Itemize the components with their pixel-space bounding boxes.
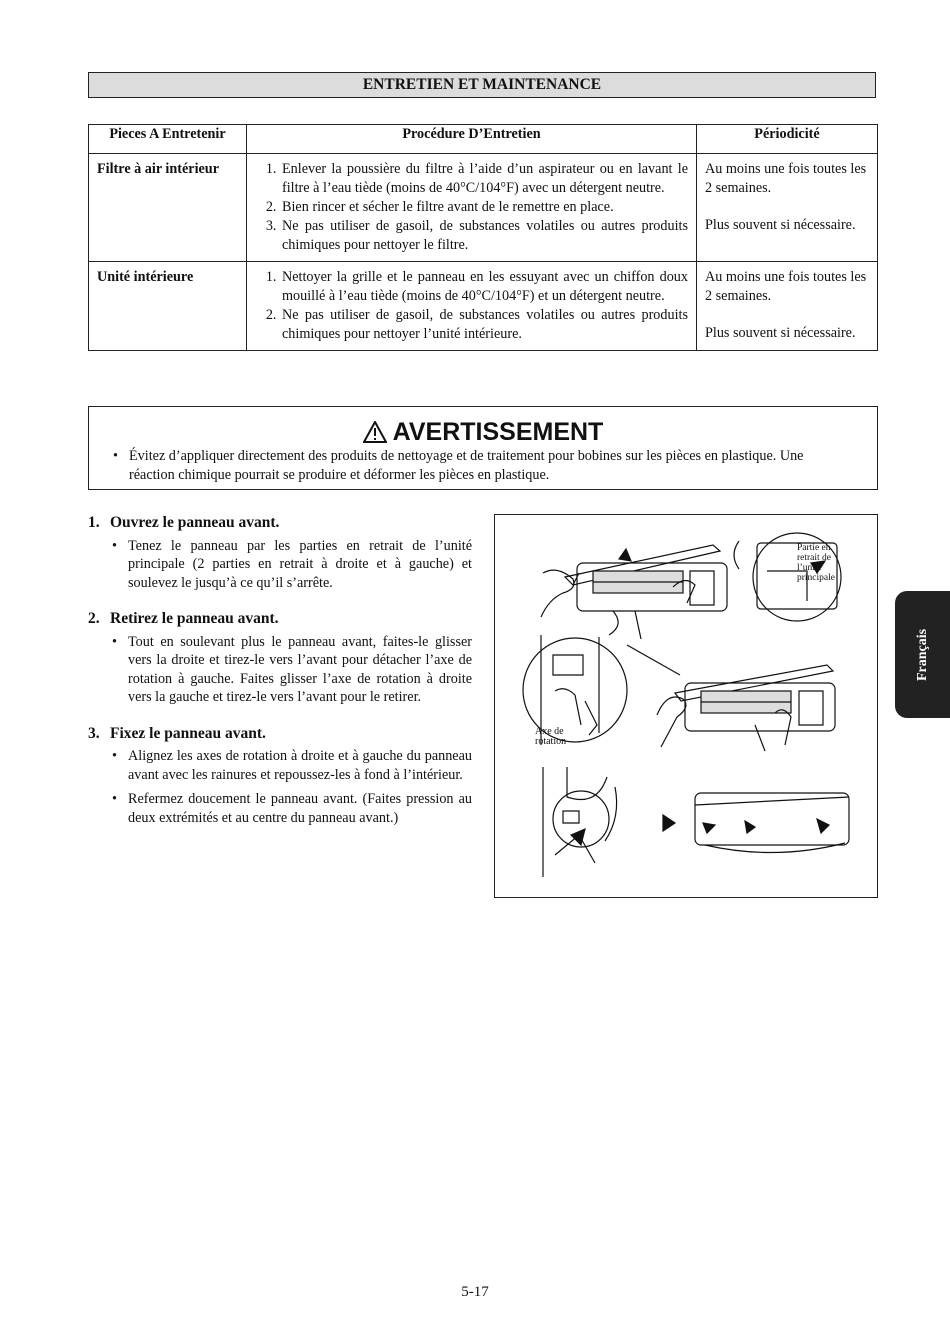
instruction-step — [88, 725, 472, 828]
recess-label-line: Partie en retrait de — [797, 543, 832, 563]
warning-triangle-icon — [363, 421, 387, 449]
procedure-step: 2. Ne pas utiliser de gasoil, de substances volatiles ou autres produits chimiques pour nettoyer l’unité intérieure. — [280, 306, 688, 344]
instructions — [88, 514, 472, 845]
instruction-step — [88, 610, 472, 707]
bullet-icon: • — [113, 448, 118, 464]
procedure-cell — [247, 262, 697, 351]
part-name: Filtre à air intérieur — [89, 154, 247, 262]
period-note: Plus souvent si nécessaire. — [705, 325, 856, 341]
procedure-step: 1. Enlever la poussière du filtre à l’aide d’un aspirateur ou en lavant le filtre à l’eau tiède (moins de 40°C/104°F) avec un détergent neutre. — [280, 160, 688, 198]
procedure-cell — [247, 154, 697, 262]
step-number: 3. — [88, 724, 100, 742]
procedure-step: 3. Ne pas utiliser de gasoil, de substances volatiles ou autres produits chimiques pour nettoyer le filtre. — [280, 217, 688, 255]
warning-title: AVERTISSEMENT — [392, 418, 604, 446]
axis-label-line: Axe de — [535, 726, 564, 737]
figure-open-panel — [541, 533, 841, 639]
step-title: Ouvrez le panneau avant. — [110, 514, 280, 531]
period-cell — [697, 262, 878, 351]
table-row — [89, 262, 878, 351]
warning-box — [88, 406, 878, 490]
procedure-steps — [255, 160, 688, 255]
illustration-panel — [494, 514, 878, 898]
maintenance-table — [88, 124, 878, 351]
step-title: Retirez le panneau avant. — [110, 610, 279, 627]
step-bullet: • Tenez le panneau par les parties en retrait de l’unité principale (2 parties en retrait à droite et à gauche) et soulevez le jusqu’à ce qu’il s’arrête. — [88, 537, 472, 593]
recess-label — [797, 543, 849, 583]
procedure-step: 2. Bien rincer et sécher le filtre avant de le remettre en place. — [280, 198, 688, 217]
warning-item — [113, 447, 807, 485]
table-header-row — [89, 125, 878, 154]
language-tab — [895, 591, 950, 718]
language-tab-label: Français — [914, 628, 930, 681]
warning-text: Évitez d’appliquer directement des produits de nettoyage et de traitement pour bobines sur les pièces en plastique. Une réaction chimique pourrait se produire et déformer les pièces en plastique. — [129, 448, 804, 483]
period-text: Au moins une fois toutes les 2 semaines. — [705, 161, 867, 196]
column-header-procedure: Procédure D’Entretien — [247, 125, 697, 154]
section-title: ENTRETIEN ET MAINTENANCE — [88, 72, 876, 98]
part-name: Unité intérieure — [89, 262, 247, 351]
page-number: 5-17 — [461, 1284, 489, 1300]
period-cell — [697, 154, 878, 262]
step-number: 1. — [88, 514, 100, 531]
axis-label-line: rotation — [535, 736, 567, 747]
warning-title-row — [89, 418, 877, 449]
column-header-period: Périodicité — [697, 125, 878, 154]
step-title: Fixez le panneau avant. — [110, 724, 266, 742]
step-bullet: • Tout en soulevant plus le panneau avant, faites-le glisser vers la droite et tirez-le vers l’avant pour détacher l’axe de rotation à gauche. Faites glisser l’axe de rotation à droite vers la gauche et tirez-le vers l’avant pour le retirer. — [88, 633, 472, 707]
figure-remove-panel — [523, 635, 835, 751]
procedure-step: 1. Nettoyer la grille et le panneau en les essuyant avec un chiffon doux mouillé à l’eau tiède (moins de 40°C/104°F) et un détergent neutre. — [280, 268, 688, 306]
column-header-part: Pieces A Entretenir — [89, 125, 247, 154]
axis-label — [535, 727, 566, 747]
step-number: 2. — [88, 610, 100, 627]
procedure-steps — [255, 268, 688, 344]
table-row — [89, 154, 878, 262]
step-bullet: • Refermez doucement le panneau avant. (Faites pression au deux extrémités et au centre du panneau avant.) — [88, 790, 472, 827]
figure-fix-panel — [543, 767, 849, 877]
period-text: Au moins une fois toutes les 2 semaines. — [705, 269, 867, 304]
period-note: Plus souvent si nécessaire. — [705, 217, 856, 233]
recess-label-line: l’unité principale — [797, 563, 835, 583]
instruction-step — [88, 514, 472, 592]
step-bullet: • Alignez les axes de rotation à droite et à gauche du panneau avant avec les rainures et repoussez-les à fond à l’intérieur. — [88, 747, 472, 784]
